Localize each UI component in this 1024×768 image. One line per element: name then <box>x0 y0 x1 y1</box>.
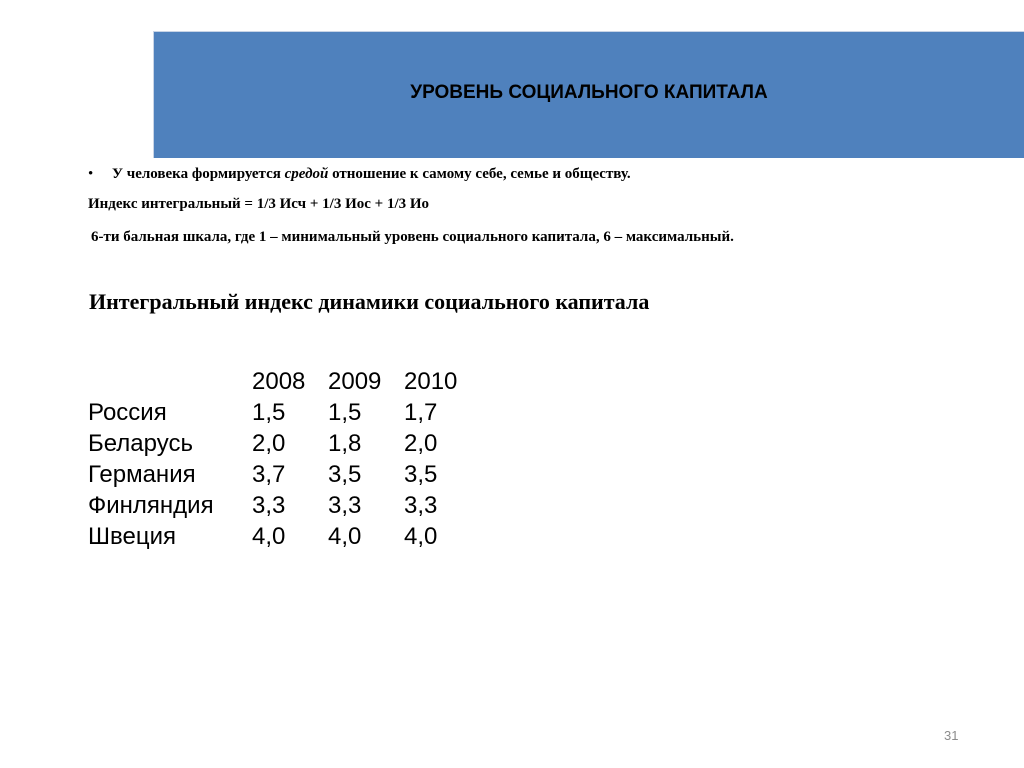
value-cell: 3,5 <box>404 461 438 488</box>
value-cell: 4,0 <box>328 523 362 550</box>
index-table <box>88 366 474 552</box>
index-formula: Индекс интегральный = 1/3 Исч + 1/3 Иос + 1/3 Ио <box>88 196 430 212</box>
title-banner <box>153 31 1024 158</box>
table-heading: Интегральный индекс динамики социального капитала <box>89 289 650 314</box>
country-cell: Беларусь <box>88 430 193 457</box>
value-cell: 3,3 <box>328 492 362 519</box>
value-cell: 1,8 <box>328 430 362 457</box>
page-number: 31 <box>944 728 959 743</box>
bullet-text-emphasis: средой <box>284 166 329 182</box>
table-row <box>88 521 474 552</box>
bullet-dot-icon: • <box>88 166 94 182</box>
value-cell: 3,3 <box>404 492 438 519</box>
value-cell: 2,0 <box>404 430 438 457</box>
table-row <box>88 490 474 521</box>
corner-cell <box>88 366 252 397</box>
value-cell: 3,7 <box>252 461 286 488</box>
bullet-item <box>88 166 631 183</box>
country-cell: Германия <box>88 461 196 488</box>
bullet-text-suffix: отношение к самому себе, семье и обществу. <box>332 166 631 182</box>
value-cell: 1,5 <box>252 399 286 426</box>
table-header-row <box>88 366 474 397</box>
country-cell: Россия <box>88 399 167 426</box>
year-header: 2008 <box>252 368 306 395</box>
value-cell: 3,3 <box>252 492 286 519</box>
slide-title: УРОВЕНЬ СОЦИАЛЬНОГО КАПИТАЛА <box>410 82 768 103</box>
value-cell: 2,0 <box>252 430 286 457</box>
table-row <box>88 428 474 459</box>
scale-note: 6-ти бальная шкала, где 1 – минимальный уровень социального капитала, 6 – максимальный. <box>91 229 734 245</box>
value-cell: 3,5 <box>328 461 362 488</box>
country-cell: Финляндия <box>88 492 214 519</box>
table-row <box>88 397 474 428</box>
value-cell: 1,7 <box>404 399 438 426</box>
value-cell: 4,0 <box>404 523 438 550</box>
table-row <box>88 459 474 490</box>
bullet-text-prefix: У человека формируется <box>112 166 281 182</box>
value-cell: 1,5 <box>328 399 362 426</box>
value-cell: 4,0 <box>252 523 286 550</box>
year-header: 2010 <box>404 368 458 395</box>
year-header: 2009 <box>328 368 382 395</box>
country-cell: Швеция <box>88 523 176 550</box>
